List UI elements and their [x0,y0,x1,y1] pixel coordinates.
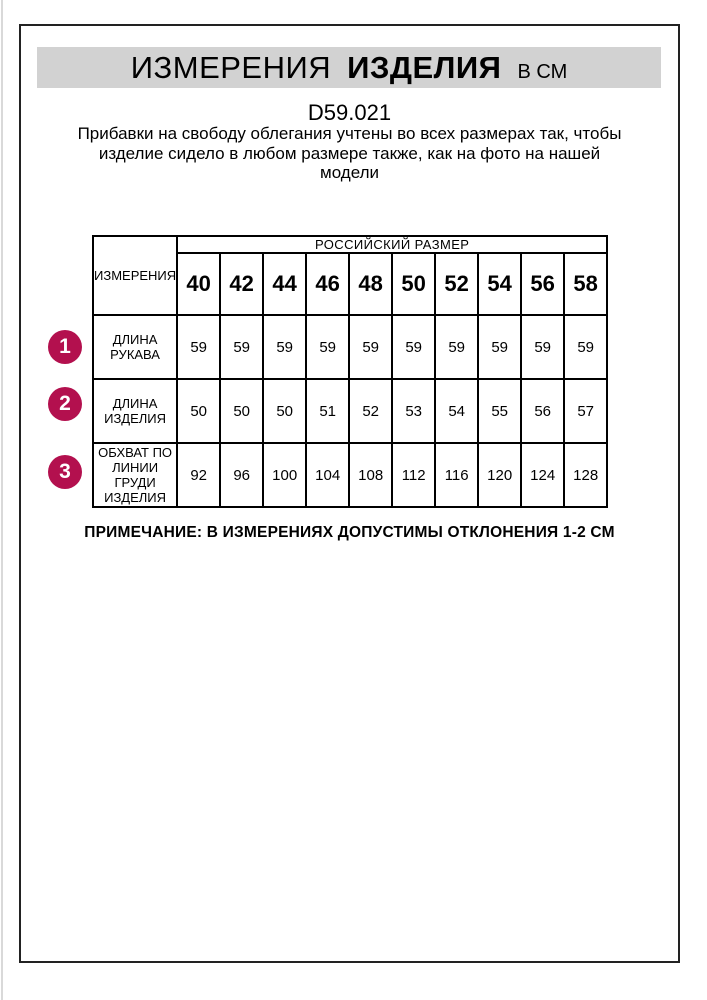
product-code: D59.021 [307,100,392,125]
value-cell: 59 [306,315,349,379]
row-number-badge: 1 [48,330,82,364]
value-cell: 104 [306,443,349,507]
size-header-cell: 58 [564,253,607,315]
size-header-cell: 54 [478,253,521,315]
value-cell: 100 [263,443,306,507]
row-number-badge: 3 [48,455,82,489]
intro-line: Прибавки на свободу облегания учтены во всех размерах так, чтобы [77,124,622,143]
value-cell: 56 [521,379,564,443]
value-cell: 116 [435,443,478,507]
measurement-row [93,379,607,443]
measurement-row [93,443,607,507]
title-unit-label: В СМ [517,61,568,83]
value-cell: 112 [392,443,435,507]
measurement-row [93,315,607,379]
size-header-cell: 44 [263,253,306,315]
page-left-edge-line [1,0,3,1000]
intro-line: модели [320,163,379,182]
title-band [37,47,661,88]
row-label-cell: ОБХВАТ ПО ЛИНИИ ГРУДИ ИЗДЕЛИЯ [93,443,177,507]
size-header-cell: 48 [349,253,392,315]
size-header-cell: 40 [177,253,220,315]
title-product-label: ИЗДЕЛИЯ [347,50,502,85]
value-cell: 59 [478,315,521,379]
value-cell: 59 [263,315,306,379]
title-measurements-label: ИЗМЕРЕНИЯ [130,50,332,85]
table-corner-header: ИЗМЕРЕНИЯ [93,236,177,315]
size-header-cell: 42 [220,253,263,315]
value-cell: 96 [220,443,263,507]
value-cell: 59 [177,315,220,379]
size-header-cell: 52 [435,253,478,315]
size-header-cell: 56 [521,253,564,315]
value-cell: 50 [177,379,220,443]
value-cell: 128 [564,443,607,507]
value-cell: 55 [478,379,521,443]
value-cell: 120 [478,443,521,507]
value-cell: 92 [177,443,220,507]
row-label-cell: ДЛИНА ИЗДЕЛИЯ [93,379,177,443]
value-cell: 53 [392,379,435,443]
row-number-badge: 2 [48,387,82,421]
size-table [92,235,608,508]
value-cell: 108 [349,443,392,507]
size-header-cell: 50 [392,253,435,315]
value-cell: 59 [521,315,564,379]
value-cell: 52 [349,379,392,443]
value-cell: 59 [349,315,392,379]
value-cell: 124 [521,443,564,507]
row-label-cell: ДЛИНА РУКАВА [93,315,177,379]
value-cell: 59 [435,315,478,379]
value-cell: 59 [220,315,263,379]
note-text: ПРИМЕЧАНИЕ: В ИЗМЕРЕНИЯХ ДОПУСТИМЫ ОТКЛОНЕНИЯ 1-2 СМ [84,524,615,541]
value-cell: 59 [564,315,607,379]
intro-paragraph [19,124,680,183]
intro-line: изделие сидело в любом размере также, как на фото на нашей [98,143,601,163]
value-cell: 51 [306,379,349,443]
size-group-header: РОССИЙСКИЙ РАЗМЕР [177,236,607,253]
size-header-cell: 46 [306,253,349,315]
value-cell: 54 [435,379,478,443]
value-cell: 59 [392,315,435,379]
value-cell: 50 [220,379,263,443]
value-cell: 50 [263,379,306,443]
value-cell: 57 [564,379,607,443]
